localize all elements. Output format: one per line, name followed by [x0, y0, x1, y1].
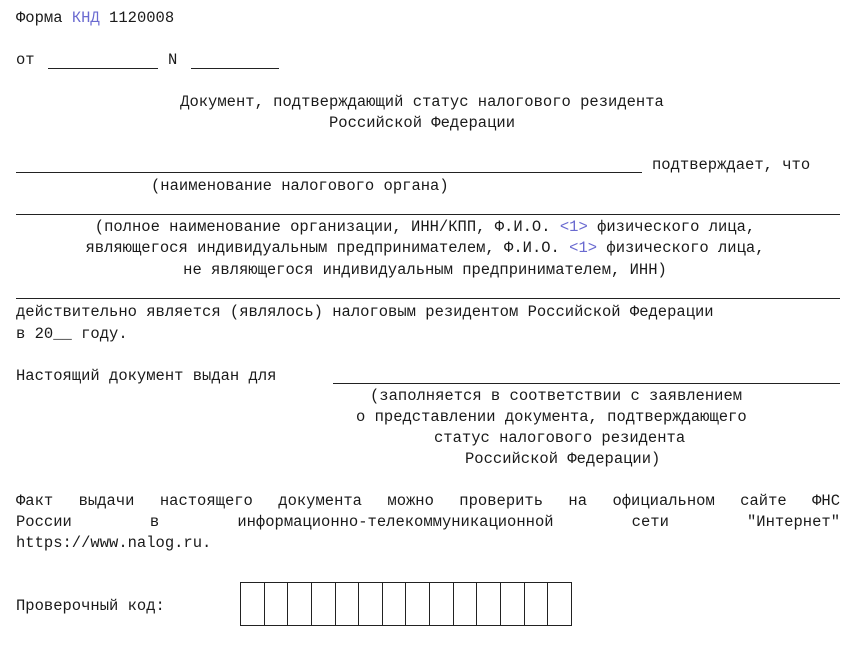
confirms-text: подтверждает, что	[652, 156, 811, 174]
issued-caption-line2: о представлении документа, подтверждающего	[356, 408, 747, 426]
issued-caption-line1: (заполняется в соответствии с заявлением	[370, 387, 743, 405]
verification-code-cell[interactable]	[524, 582, 548, 626]
issued-for-line	[333, 383, 840, 384]
verification-code-cell[interactable]	[405, 582, 429, 626]
verification-code-cell[interactable]	[382, 582, 406, 626]
footnote-ref-2[interactable]: <1>	[569, 239, 598, 257]
verification-code-label: Проверочный код:	[16, 597, 165, 615]
verify-text-line2: России в информационно-телекоммуникационной сети "Интернет"	[16, 513, 840, 531]
tax-authority-caption: (наименование налогового органа)	[151, 177, 449, 195]
verification-code-cell[interactable]	[358, 582, 382, 626]
verification-code-cell[interactable]	[476, 582, 500, 626]
verification-code-cell[interactable]	[311, 582, 335, 626]
date-field-line	[48, 68, 158, 69]
verify-text-line1: Факт выдачи настоящего документа можно проверить на официальном сайте ФНС	[16, 492, 840, 510]
verification-code-cell[interactable]	[453, 582, 477, 626]
verification-code-cell[interactable]	[335, 582, 359, 626]
subject-caption-line3: не являющегося индивидуальным предпринимателем, ИНН)	[183, 261, 667, 279]
nalog-link[interactable]: https://www.nalog.ru.	[16, 534, 212, 552]
residency-text-line1: действительно является (являлось) налоговым резидентом Российской Федерации	[16, 303, 714, 321]
residency-text-line2: в 20__ году.	[16, 325, 128, 343]
knd-number: 1120008	[109, 9, 175, 27]
verification-code-cell[interactable]	[547, 582, 572, 626]
verification-code-cell[interactable]	[287, 582, 311, 626]
number-label: N	[168, 51, 178, 69]
subject-caption-line2: являющегося индивидуальным предпринимателем, Ф.И.О. <1> физического лица,	[85, 239, 765, 257]
form-header	[16, 8, 174, 28]
document-title-line1: Документ, подтверждающий статус налогового резидента	[180, 93, 664, 111]
verification-code-grid	[240, 582, 572, 626]
issued-caption-line3: статус налогового резидента	[434, 429, 686, 447]
date-label: от	[16, 51, 35, 69]
tax-authority-line	[16, 172, 642, 173]
residency-line	[16, 298, 840, 299]
verification-code-cell[interactable]	[500, 582, 524, 626]
issued-caption-line4: Российской Федерации)	[465, 450, 661, 468]
subject-caption-line1: (полное наименование организации, ИНН/КПП, Ф.И.О. <1> физического лица,	[94, 218, 756, 236]
verification-code-cell[interactable]	[240, 582, 264, 626]
verification-code-cell[interactable]	[429, 582, 453, 626]
form-label: Форма	[16, 9, 63, 27]
verification-code-cell[interactable]	[264, 582, 288, 626]
issued-for-label: Настоящий документ выдан для	[16, 367, 277, 385]
footnote-ref-1[interactable]: <1>	[559, 218, 588, 236]
document-title-line2: Российской Федерации	[328, 114, 516, 132]
subject-line	[16, 214, 840, 215]
number-field-line	[191, 68, 279, 69]
knd-link[interactable]: КНД	[71, 9, 100, 27]
